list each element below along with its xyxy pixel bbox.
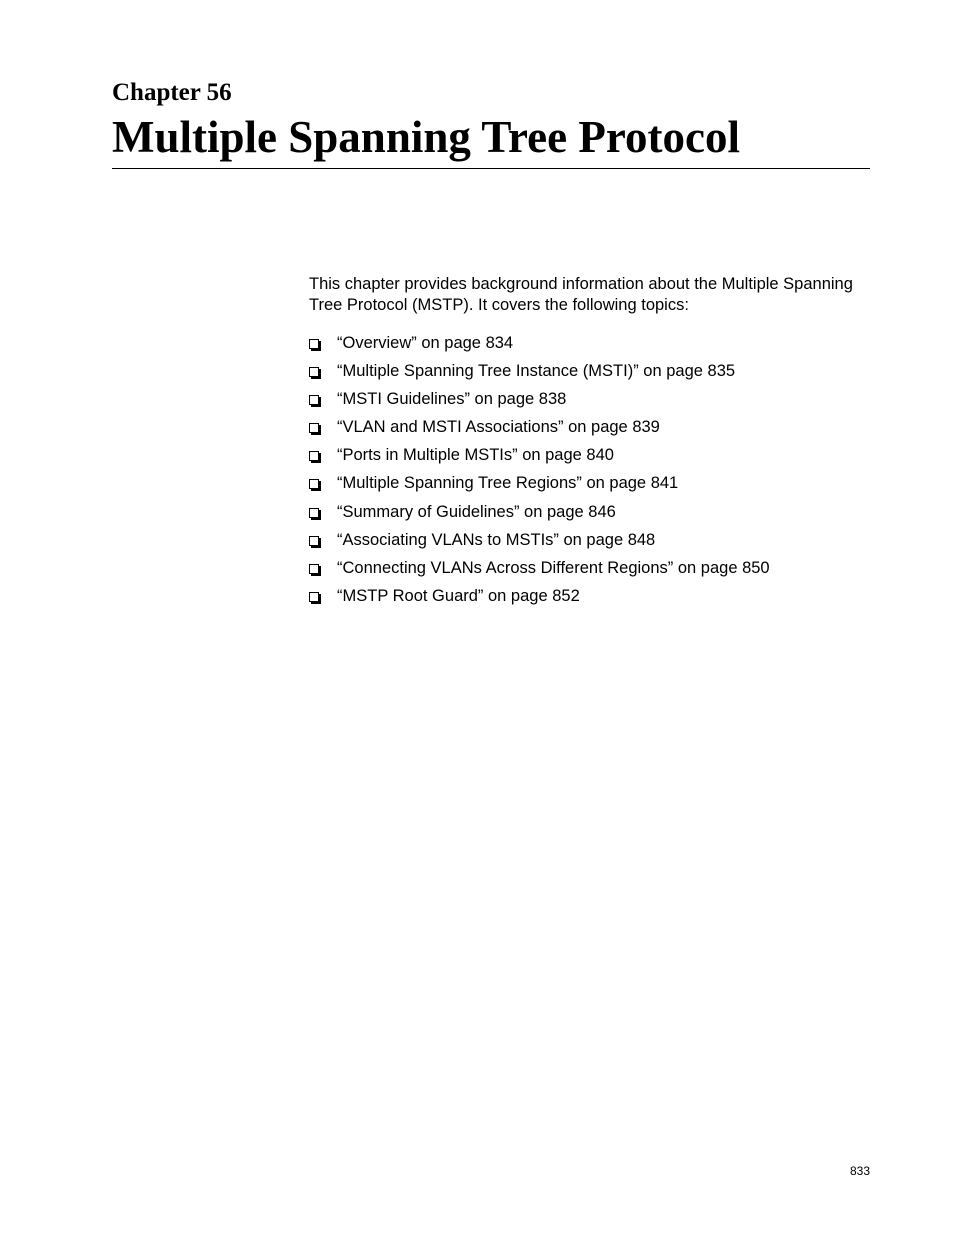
chapter-label: Chapter 56 [112,79,232,106]
checkbox-bullet-icon [309,592,319,602]
topic-link[interactable]: “Multiple Spanning Tree Instance (MSTI)” on page 835 [337,362,736,381]
title-divider [112,168,870,169]
topic-list-item [309,557,770,585]
topic-link[interactable]: “Associating VLANs to MSTIs” on page 848 [337,530,656,549]
checkbox-bullet-icon [309,479,319,489]
topic-list-item [309,585,770,613]
topic-link[interactable]: “VLAN and MSTI Associations” on page 839 [337,418,660,437]
checkbox-bullet-icon [309,451,319,461]
topic-list-item [309,388,770,416]
topic-link[interactable]: “Ports in Multiple MSTIs” on page 840 [337,446,614,465]
topic-list-item [309,529,770,557]
topic-link[interactable]: “Multiple Spanning Tree Regions” on page 841 [337,474,679,493]
topic-list [309,332,770,613]
intro-paragraph: This chapter provides background information about the Multiple Spanning Tree Protocol (MSTP). It covers the following topics: [309,275,853,314]
topic-list-item [309,332,770,360]
topic-link[interactable]: “Summary of Guidelines” on page 846 [337,502,616,521]
checkbox-bullet-icon [309,508,319,518]
topic-link[interactable]: “MSTP Root Guard” on page 852 [337,586,580,605]
checkbox-bullet-icon [309,395,319,405]
chapter-title: Multiple Spanning Tree Protocol [112,112,740,162]
checkbox-bullet-icon [309,564,319,574]
topic-list-item [309,416,770,444]
checkbox-bullet-icon [309,339,319,349]
checkbox-bullet-icon [309,536,319,546]
topic-list-item [309,360,770,388]
topic-link[interactable]: “Overview” on page 834 [337,334,514,352]
checkbox-bullet-icon [309,423,319,433]
topic-link[interactable]: “Connecting VLANs Across Different Regions” on page 850 [337,558,770,577]
topic-link[interactable]: “MSTI Guidelines” on page 838 [337,390,567,409]
checkbox-bullet-icon [309,367,319,377]
topic-list-item [309,472,770,500]
topic-list-item [309,444,770,472]
topic-list-item [309,501,770,529]
page-number: 833 [849,1164,870,1178]
